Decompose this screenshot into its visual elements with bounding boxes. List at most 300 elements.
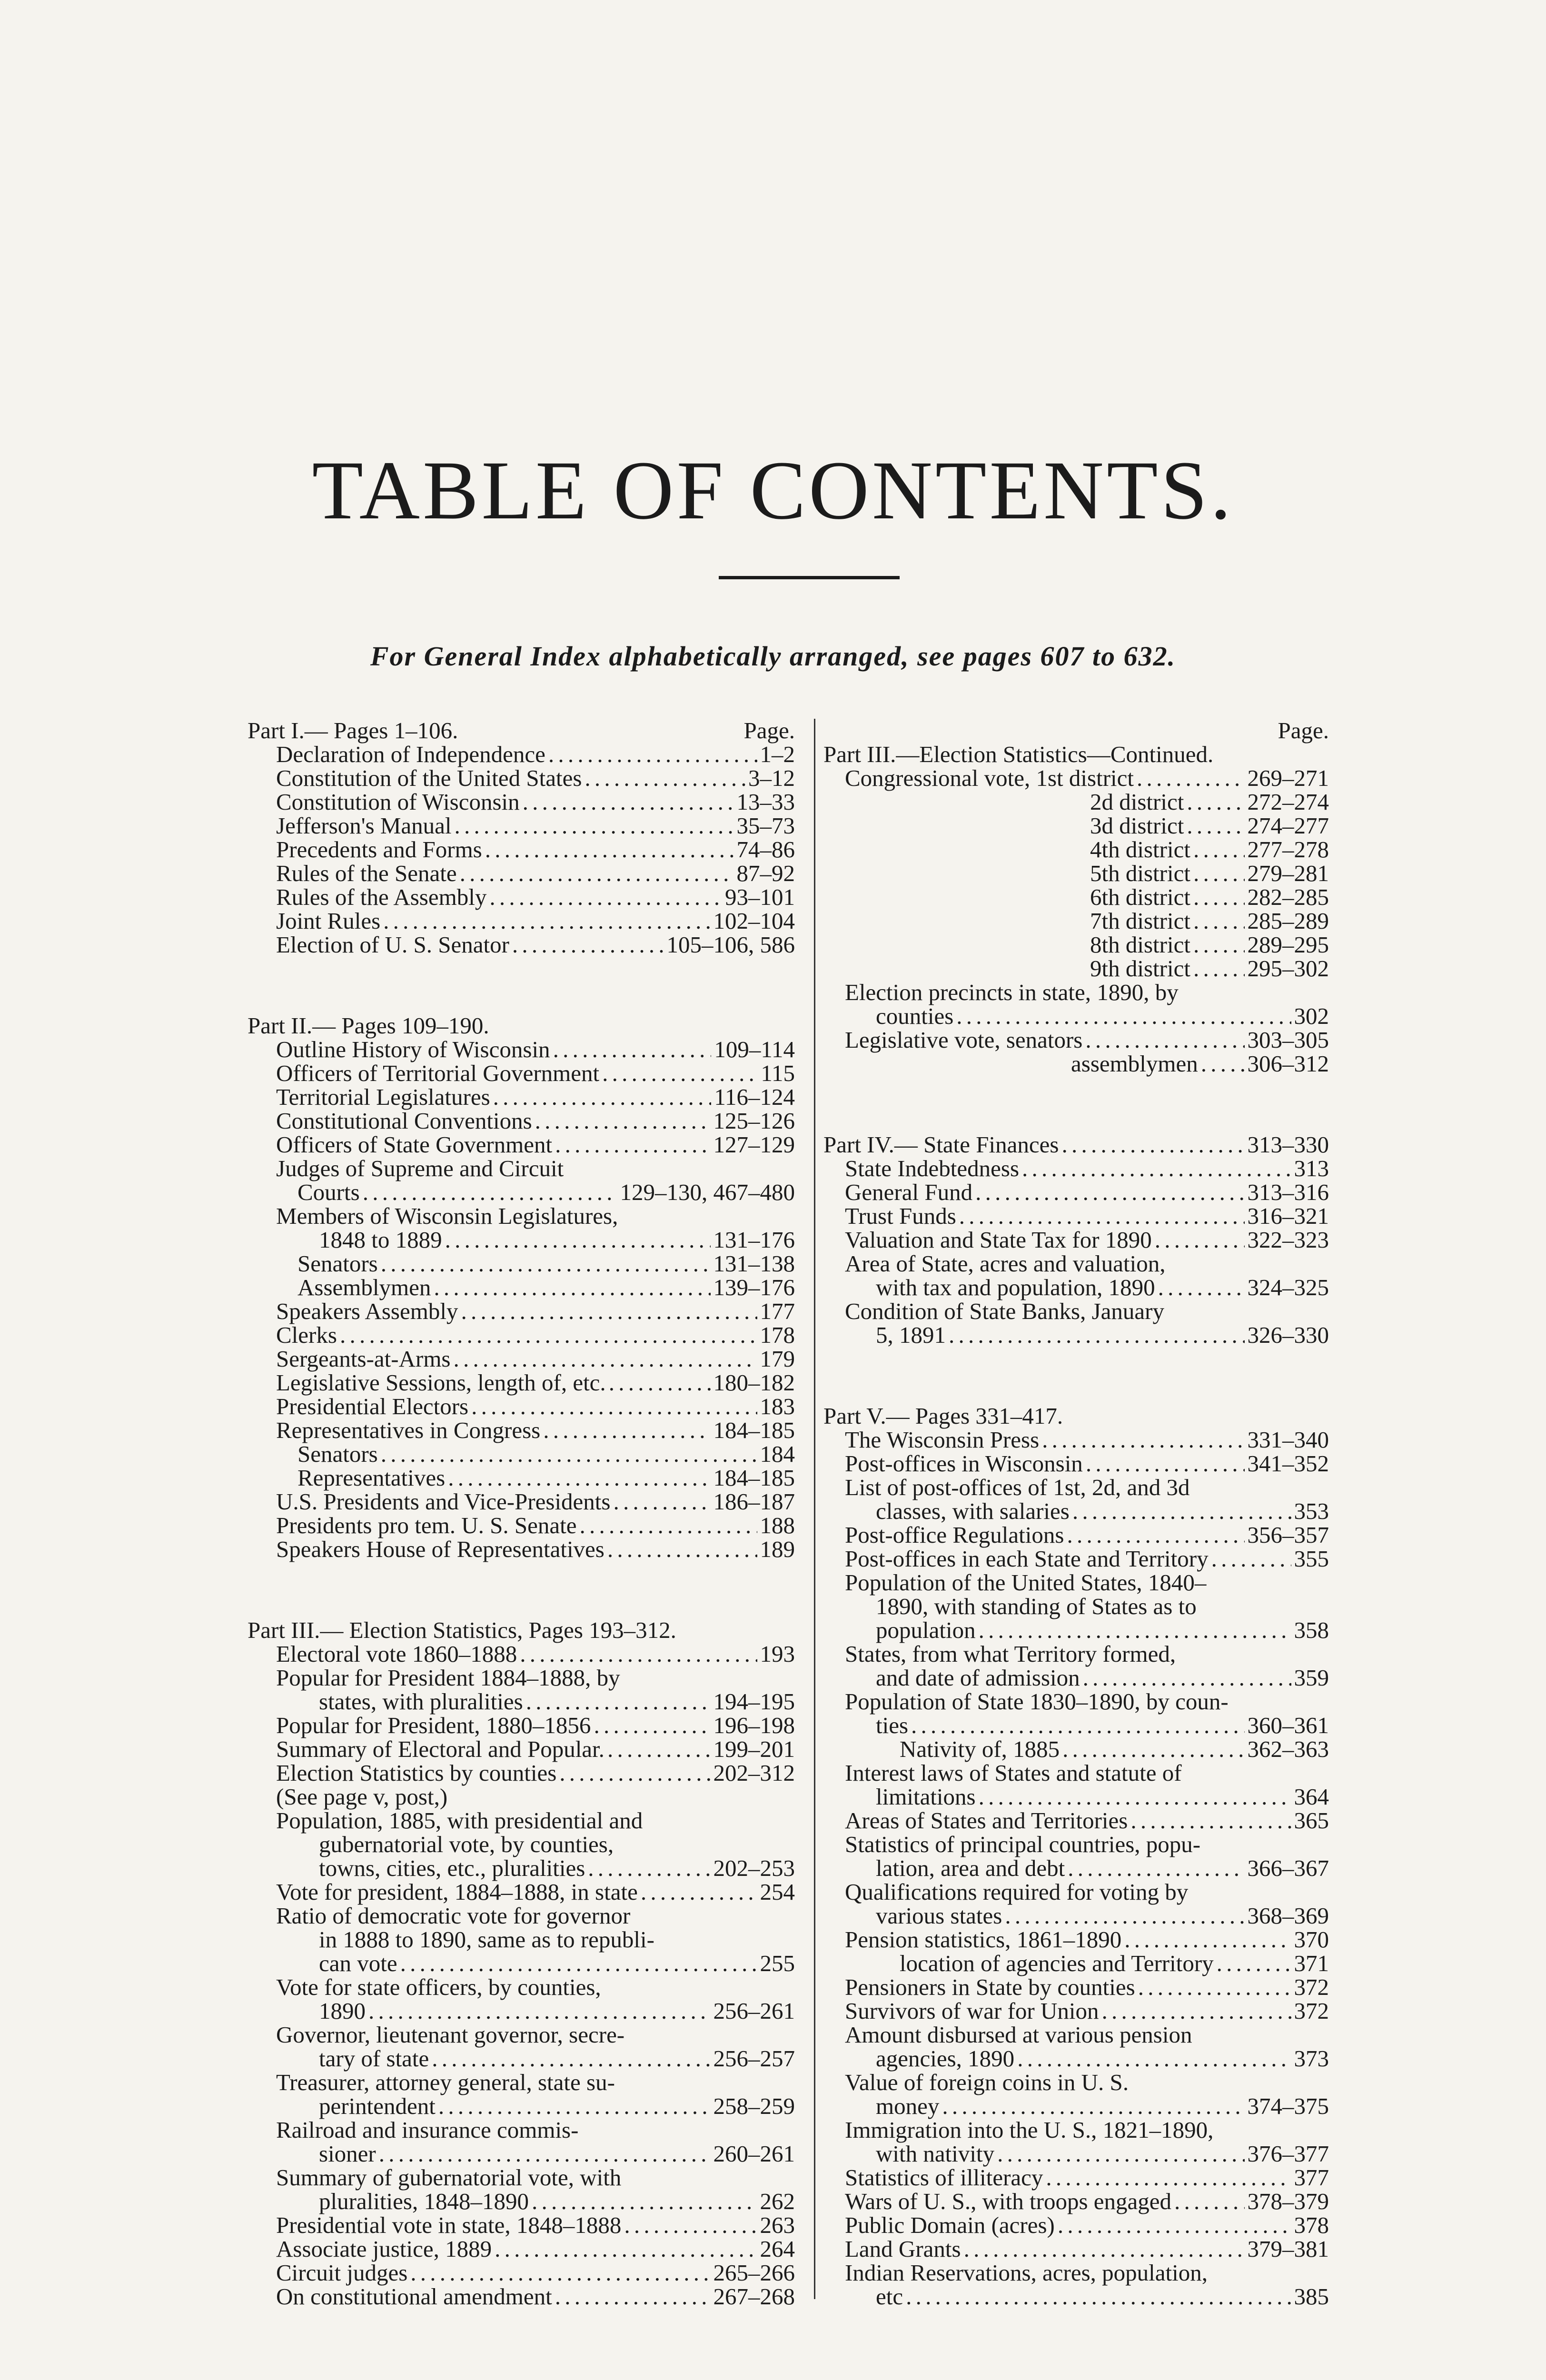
toc-entry-text: [823, 1299, 1329, 1323]
toc-entry-label: Condition of State Banks, January: [845, 1298, 1164, 1324]
toc-entry: [248, 1442, 795, 1466]
toc-entry: [248, 933, 795, 957]
toc-entry-label: various states: [876, 1903, 1002, 1929]
toc-entry: [823, 862, 1329, 885]
toc-entry-page: 373: [1294, 2045, 1329, 2072]
toc-entry-text: [248, 1157, 795, 1180]
toc-entry-label: State Indebtedness: [845, 1155, 1020, 1181]
dot-leader: [1158, 1276, 1245, 1299]
toc-entry-label: 2d district: [1090, 789, 1184, 815]
toc-entry-page: 376–377: [1247, 2141, 1329, 2167]
toc-entry: [248, 862, 795, 885]
toc-entry-label: with tax and population, 1890: [876, 1274, 1155, 1300]
toc-entry-page: 289–295: [1247, 932, 1329, 958]
page-heading-label: Page.: [1278, 717, 1329, 744]
part-heading: [248, 719, 795, 743]
dot-leader: [455, 814, 734, 838]
toc-entry-page: 326–330: [1247, 1322, 1329, 1348]
toc-entry-label: Presidential Electors: [276, 1393, 469, 1419]
toc-entry-text: [823, 1476, 1329, 1499]
dot-leader: [489, 885, 722, 909]
section-gap: [823, 1076, 1329, 1133]
toc-entry-page: 353: [1294, 1498, 1329, 1524]
toc-entry-text: [823, 1595, 1329, 1618]
toc-entry: [248, 1395, 795, 1418]
toc-entry-label: Constitution of Wisconsin: [276, 789, 520, 815]
toc-entry-label: 4th district: [1090, 836, 1190, 863]
toc-entry-label: Indian Reservations, acres, population,: [845, 2260, 1208, 2286]
dot-leader: [432, 2047, 710, 2071]
part-heading: [248, 1618, 795, 1642]
toc-entry-page: 256–261: [713, 1998, 795, 2024]
toc-entry-label: 1848 to 1889: [319, 1227, 442, 1253]
toc-entry-page: 365: [1294, 1807, 1329, 1834]
dot-leader: [607, 1737, 711, 1761]
toc-entry-label: Rules of the Senate: [276, 860, 457, 886]
page-title: TABLE OF CONTENTS.: [312, 444, 1234, 537]
dot-leader: [1067, 1523, 1244, 1547]
toc-entry-label: agencies, 1890: [876, 2045, 1015, 2072]
toc-entry: [823, 1157, 1329, 1180]
toc-entry-label: 6th district: [1090, 884, 1190, 910]
toc-entry-page: 356–357: [1247, 1522, 1329, 1548]
dot-leader: [1201, 1052, 1245, 1076]
toc-entry: [248, 1690, 795, 1714]
dot-leader: [520, 1642, 757, 1666]
toc-entry: [823, 1975, 1329, 1999]
toc-entry-page: 139–176: [713, 1274, 795, 1300]
dot-leader: [381, 1252, 711, 1276]
toc-entry: [823, 1952, 1329, 1975]
toc-entry: [823, 2285, 1329, 2309]
section-gap: [823, 1347, 1329, 1404]
toc-entry-label: Declaration of Independence: [276, 741, 545, 767]
dot-leader: [959, 1204, 1245, 1228]
dot-leader: [535, 1109, 711, 1133]
toc-entry-page: 13–33: [736, 789, 795, 815]
title-rule: [719, 576, 900, 579]
dot-leader: [1068, 1856, 1244, 1880]
toc-entry-label: Associate justice, 1889: [276, 2236, 492, 2262]
toc-entry: [823, 2213, 1329, 2237]
dot-leader: [579, 1514, 757, 1537]
toc-entry-label: Qualifications required for voting by: [845, 1879, 1189, 1905]
dot-leader: [1083, 1666, 1291, 1690]
toc-entry: [823, 1452, 1329, 1476]
dot-leader: [975, 1180, 1244, 1204]
dot-leader: [911, 1714, 1244, 1737]
toc-entry-label: Assemblymen: [297, 1274, 431, 1300]
toc-entry-page: 371: [1294, 1950, 1329, 1976]
dot-leader: [461, 1299, 757, 1323]
dot-leader: [906, 2285, 1291, 2309]
dot-leader: [1193, 909, 1245, 933]
toc-entry-page: 93–101: [725, 884, 795, 910]
toc-entry-label: Ratio of democratic vote for governor: [276, 1903, 631, 1929]
toc-entry-label: 3d district: [1090, 813, 1184, 839]
toc-entry-page: 258–259: [713, 2093, 795, 2119]
toc-entry-label: location of agencies and Territory: [900, 1950, 1214, 1976]
toc-entry-label: Public Domain (acres): [845, 2212, 1055, 2238]
toc-entry-label: States, from what Territory formed,: [845, 1641, 1176, 1667]
dot-leader: [368, 1999, 711, 2023]
toc-entry-page: 125–126: [713, 1108, 795, 1134]
toc-entry-text: [248, 1928, 795, 1952]
toc-entry: [248, 2237, 795, 2261]
toc-entry-label: tary of state: [319, 2045, 429, 2072]
toc-entry-label: General Fund: [845, 1179, 973, 1205]
toc-entry-page: 267–268: [713, 2283, 795, 2310]
toc-entry-label: Summary of gubernatorial vote, with: [276, 2164, 622, 2191]
toc-entry-label: Speakers Assembly: [276, 1298, 458, 1324]
dot-leader: [588, 1856, 710, 1880]
toc-entry-text: [823, 1833, 1329, 1856]
toc-entry-text: [248, 1904, 795, 1928]
toc-entry-page: 131–176: [713, 1227, 795, 1253]
toc-entry-text: [248, 1809, 795, 1833]
dot-leader: [1022, 1157, 1291, 1180]
toc-entry-page: 379–381: [1247, 2236, 1329, 2262]
toc-entry-label: 1890, with standing of States as to: [876, 1593, 1197, 1619]
toc-entry-label: Areas of States and Territories: [845, 1807, 1128, 1834]
toc-entry: [248, 1999, 795, 2023]
toc-entry-label: Area of State, acres and valuation,: [845, 1250, 1166, 1277]
toc-entry-label: sioner: [319, 2141, 376, 2167]
page-column-heading: [823, 719, 1329, 743]
part-heading-text: Part I.— Pages 1–106.: [248, 717, 458, 744]
toc-entry-page: 255: [760, 1950, 795, 1976]
dot-leader: [526, 1690, 711, 1714]
dot-leader: [641, 1880, 757, 1904]
toc-entry-page: 324–325: [1247, 1274, 1329, 1300]
toc-entry-label: Population, 1885, with presidential and: [276, 1807, 643, 1834]
column-divider: [814, 719, 815, 2299]
toc-entry-page: 377: [1294, 2164, 1329, 2191]
toc-entry-label: Clerks: [276, 1322, 337, 1348]
toc-entry-page: 302: [1294, 1003, 1329, 1029]
dot-leader: [454, 1347, 757, 1371]
toc-entry-label: etc: [876, 2283, 903, 2310]
toc-entry-label: Popular for President, 1880–1856: [276, 1712, 591, 1738]
toc-entry-label: Pensioners in State by counties: [845, 1974, 1135, 2000]
toc-entry-label: Territorial Legislatures: [276, 1084, 490, 1110]
toc-entry-page: 184–185: [713, 1465, 795, 1491]
toc-entry: [248, 1109, 795, 1133]
dot-leader: [1072, 1499, 1291, 1523]
dot-leader: [1005, 1904, 1244, 1928]
toc-entry: [823, 909, 1329, 933]
toc-entry: [248, 2190, 795, 2213]
toc-entry-label: Sergeants-at-Arms: [276, 1346, 451, 1372]
toc-entry-page: 269–271: [1247, 765, 1329, 791]
toc-entry-text: [823, 1252, 1329, 1276]
toc-entry: [823, 885, 1329, 909]
toc-entry: [248, 2213, 795, 2237]
dot-leader: [607, 1537, 757, 1561]
toc-entry-page: 279–281: [1247, 860, 1329, 886]
toc-entry-label: Treasurer, attorney general, state su-: [276, 2069, 615, 2095]
toc-entry-page: 115: [761, 1060, 795, 1086]
toc-entry-page: 202–312: [713, 1760, 795, 1786]
dot-leader: [614, 1490, 711, 1514]
toc-entry-label: Constitutional Conventions: [276, 1108, 532, 1134]
toc-entry-page: 199–201: [713, 1736, 795, 1762]
toc-entry-text: [823, 2118, 1329, 2142]
toc-entry-label: Rules of the Assembly: [276, 884, 487, 910]
toc-entry-label: Courts: [297, 1179, 360, 1205]
toc-entry-page: 322–323: [1247, 1227, 1329, 1253]
toc-entry: [248, 1323, 795, 1347]
toc-entry: [823, 1809, 1329, 1833]
toc-entry-label: states, with pluralities: [319, 1688, 523, 1715]
toc-entry-page: 194–195: [713, 1688, 795, 1715]
toc-entry-label: 8th district: [1090, 932, 1190, 958]
toc-entry: [248, 1537, 795, 1561]
part-heading-text: Part III.—Election Statistics—Continued.: [823, 741, 1214, 767]
toc-entry-label: limitations: [876, 1784, 976, 1810]
toc-entry: [823, 933, 1329, 957]
toc-entry-label: Presidents pro tem. U. S. Senate: [276, 1512, 577, 1538]
dot-leader: [471, 1395, 757, 1418]
toc-entry-page: 272–274: [1247, 789, 1329, 815]
toc-entry-page: 341–352: [1247, 1450, 1329, 1477]
toc-entry-page: 196–198: [713, 1712, 795, 1738]
toc-entry-label: population: [876, 1617, 976, 1643]
toc-entry-page: 188: [760, 1512, 795, 1538]
dot-leader: [495, 2237, 757, 2261]
dot-leader: [363, 1180, 617, 1204]
toc-entry: [823, 2190, 1329, 2213]
toc-entry: [248, 1133, 795, 1157]
toc-entry-label: Statistics of illiteracy: [845, 2164, 1043, 2191]
toc-entry-label: Valuation and State Tax for 1890: [845, 1227, 1152, 1253]
dot-leader: [1193, 862, 1245, 885]
toc-entry: [823, 1785, 1329, 1809]
toc-entry: [823, 1028, 1329, 1052]
toc-entry-page: 359: [1294, 1665, 1329, 1691]
toc-entry-page: 331–340: [1247, 1427, 1329, 1453]
dot-leader: [553, 1038, 712, 1061]
toc-entry-page: 179: [760, 1346, 795, 1372]
toc-entry-label: perintendent: [319, 2093, 436, 2119]
toc-entry-label: Election precincts in state, 1890, by: [845, 979, 1179, 1005]
toc-entry-label: Officers of State Government: [276, 1131, 553, 1158]
toc-entry-label: Land Grants: [845, 2236, 961, 2262]
toc-entry: [823, 2047, 1329, 2071]
dot-leader: [949, 1323, 1245, 1347]
toc-entry-text: [248, 2023, 795, 2047]
dot-leader: [555, 2285, 711, 2309]
index-note: For General Index alphabetically arranged, see pages 607 to 632.: [370, 641, 1176, 672]
toc-entry: [248, 1347, 795, 1371]
toc-entry-page: 313–316: [1247, 1179, 1329, 1205]
dot-leader: [381, 1442, 757, 1466]
dot-leader: [964, 2237, 1245, 2261]
toc-entry-page: 355: [1294, 1546, 1329, 1572]
toc-entry-text: [248, 1975, 795, 1999]
section-gap: [248, 1561, 795, 1618]
dot-leader: [543, 1418, 710, 1442]
toc-entry-text: [823, 981, 1329, 1004]
toc-entry: [248, 1180, 795, 1204]
toc-entry-text: [248, 1785, 795, 1809]
dot-leader: [434, 1276, 710, 1299]
toc-entry-label: with nativity: [876, 2141, 995, 2167]
toc-entry: [248, 814, 795, 838]
dot-leader: [548, 743, 757, 766]
toc-entry-label: Precedents and Forms: [276, 836, 482, 863]
toc-entry: [823, 1999, 1329, 2023]
toc-entry-page: 260–261: [713, 2141, 795, 2167]
toc-entry: [248, 1418, 795, 1442]
toc-entry-label: Post-offices in each State and Territory: [845, 1546, 1209, 1572]
toc-entry-page: 184–185: [713, 1417, 795, 1443]
toc-entry: [248, 1038, 795, 1061]
toc-entry-label: Amount disbursed at various pension: [845, 2022, 1192, 2048]
toc-entry-page: 295–302: [1247, 955, 1329, 982]
dot-leader: [460, 862, 734, 885]
toc-entry-label: Congressional vote, 1st district: [845, 765, 1134, 791]
toc-entry: [248, 1952, 795, 1975]
toc-entry-label: On constitutional amendment: [276, 2283, 552, 2310]
toc-entry-label: Senators: [297, 1441, 378, 1467]
toc-entry-label: Summary of Electoral and Popular.: [276, 1736, 605, 1762]
dot-leader: [555, 1133, 710, 1157]
toc-entry-page: 316–321: [1247, 1203, 1329, 1229]
toc-entry-page: 360–361: [1247, 1712, 1329, 1738]
dot-leader: [410, 2261, 710, 2285]
dot-leader: [979, 1618, 1291, 1642]
toc-entry: [823, 2237, 1329, 2261]
toc-entry-label: Representatives: [297, 1465, 446, 1491]
toc-entry-page: 3–12: [748, 765, 795, 791]
toc-entry-label: and date of admission: [876, 1665, 1080, 1691]
part-heading: [248, 1014, 795, 1038]
dot-leader: [445, 1228, 711, 1252]
toc-entry-page: 189: [760, 1536, 795, 1562]
toc-entry-text: [823, 1642, 1329, 1666]
toc-entry-label: lation, area and debt: [876, 1855, 1065, 1881]
toc-entry: [823, 1323, 1329, 1347]
toc-entry-label: Election Statistics by counties: [276, 1760, 557, 1786]
toc-entry: [248, 1856, 795, 1880]
toc-entry-page: 264: [760, 2236, 795, 2262]
toc-entry: [248, 2285, 795, 2309]
part-heading-text: Part II.— Pages 109–190.: [248, 1012, 489, 1039]
dot-leader: [1193, 933, 1245, 957]
toc-entry: [248, 2261, 795, 2285]
contents-left-column: [248, 719, 795, 2309]
dot-leader: [1061, 1133, 1244, 1157]
toc-entry-page: 378: [1294, 2212, 1329, 2238]
toc-entry-text: [823, 1761, 1329, 1785]
toc-entry-label: can vote: [319, 1950, 397, 1976]
toc-entry: [823, 2166, 1329, 2190]
toc-entry: [248, 838, 795, 862]
part-heading-text: Part III.— Election Statistics, Pages 193–312.: [248, 1617, 676, 1643]
dot-leader: [383, 909, 710, 933]
toc-entry: [823, 790, 1329, 814]
toc-entry-page: 303–305: [1247, 1027, 1329, 1053]
toc-entry-label: 5th district: [1090, 860, 1190, 886]
toc-entry-label: Speakers House of Representatives: [276, 1536, 605, 1562]
toc-entry-label: Interest laws of States and statute of: [845, 1760, 1182, 1786]
dot-leader: [379, 2142, 711, 2166]
toc-entry-page: 202–253: [713, 1855, 795, 1881]
toc-entry-page: 193: [760, 1641, 795, 1667]
toc-entry: [248, 1490, 795, 1514]
toc-entry-page: 378–379: [1247, 2188, 1329, 2214]
toc-entry-label: Judges of Supreme and Circuit: [276, 1155, 564, 1181]
toc-entry-page: 374–375: [1247, 2093, 1329, 2119]
toc-entry-page: 183: [760, 1393, 795, 1419]
dot-leader: [485, 838, 734, 862]
part-heading: [823, 1133, 1329, 1157]
toc-entry: [823, 766, 1329, 790]
toc-entry-label: Post-offices in Wisconsin: [845, 1450, 1083, 1477]
toc-entry: [248, 1761, 795, 1785]
toc-entry-text: [248, 1666, 795, 1690]
toc-entry: [823, 2142, 1329, 2166]
toc-entry-page: 1–2: [760, 741, 795, 767]
toc-entry-page: 180–182: [713, 1369, 795, 1396]
page-heading-label: Page.: [743, 717, 795, 744]
dot-leader: [979, 1785, 1291, 1809]
dot-leader: [1174, 2190, 1244, 2213]
dot-leader: [594, 1714, 710, 1737]
toc-entry: [823, 1052, 1329, 1076]
toc-entry-label: Jefferson's Manual: [276, 813, 452, 839]
toc-entry-label: (See page v, post,): [276, 1784, 448, 1810]
toc-entry-label: Pension statistics, 1861–1890: [845, 1926, 1122, 1953]
toc-entry-label: Circuit judges: [276, 2260, 408, 2286]
toc-entry-label: Members of Wisconsin Legislatures,: [276, 1203, 618, 1229]
toc-entry-text: [823, 1571, 1329, 1595]
dot-leader: [609, 1371, 711, 1395]
toc-entry-page: 102–104: [713, 908, 795, 934]
toc-entry-label: towns, cities, etc., pluralities: [319, 1855, 585, 1881]
toc-entry: [248, 1061, 795, 1085]
toc-entry-label: Legislative Sessions, length of, etc.: [276, 1369, 606, 1396]
toc-entry-page: 370: [1294, 1926, 1329, 1953]
toc-entry-label: Railroad and insurance commis-: [276, 2117, 579, 2143]
toc-entry: [823, 1904, 1329, 1928]
toc-entry-page: 372: [1294, 1998, 1329, 2024]
toc-entry-text: [248, 2166, 795, 2190]
toc-entry-page: 362–363: [1247, 1736, 1329, 1762]
dot-leader: [1085, 1028, 1244, 1052]
toc-entry-page: 105–106, 586: [666, 932, 795, 958]
dot-leader: [1046, 2166, 1291, 2190]
toc-entry: [823, 1547, 1329, 1571]
toc-entry: [248, 1642, 795, 1666]
toc-entry-label: Election of U. S. Senator: [276, 932, 509, 958]
toc-entry-page: 116–124: [714, 1084, 795, 1110]
section-gap: [248, 957, 795, 1014]
toc-entry-label: counties: [876, 1003, 954, 1029]
dot-leader: [997, 2142, 1244, 2166]
toc-entry-page: 277–278: [1247, 836, 1329, 863]
toc-entry-label: in 1888 to 1890, same as to republi-: [319, 1926, 654, 1953]
dot-leader: [400, 1952, 757, 1975]
toc-entry: [248, 1228, 795, 1252]
toc-entry-label: Statistics of principal countries, popu-: [845, 1831, 1201, 1857]
toc-entry-label: The Wisconsin Press: [845, 1427, 1040, 1453]
dot-leader: [1217, 1952, 1291, 1975]
toc-entry: [248, 1085, 795, 1109]
toc-entry: [823, 1618, 1329, 1642]
toc-entry: [248, 1252, 795, 1276]
